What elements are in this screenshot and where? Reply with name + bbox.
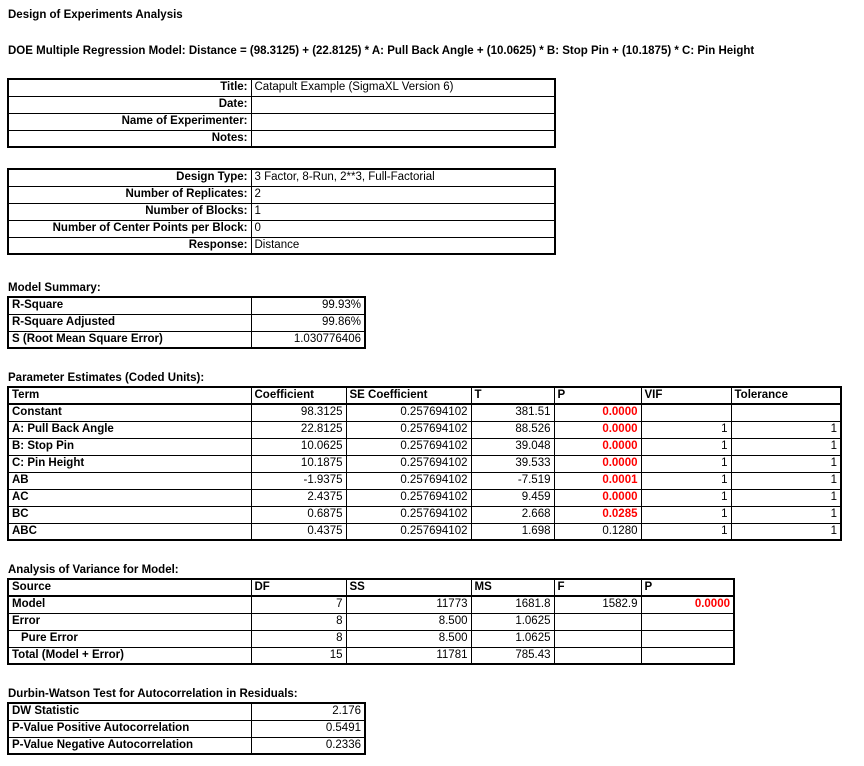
table-row: [8, 79, 555, 96]
table-row: [8, 596, 734, 613]
durbin-watson-body: [8, 703, 365, 754]
cell-term: C: Pin Height: [8, 455, 251, 472]
cell-vif: 1: [641, 421, 731, 438]
cell-t: 39.048: [471, 438, 554, 455]
cell-coefficient: 10.0625: [251, 438, 346, 455]
cell-se-coefficient: 0.257694102: [346, 472, 471, 489]
table-row: [8, 703, 365, 720]
cell-term: Constant: [8, 404, 251, 421]
cell-se-coefficient: 0.257694102: [346, 489, 471, 506]
cell-p: 0.0000: [554, 438, 641, 455]
cell-t: -7.519: [471, 472, 554, 489]
cell-vif: 1: [641, 438, 731, 455]
cell-df: 8: [251, 613, 346, 630]
cell-t: 9.459: [471, 489, 554, 506]
cell-p: 0.0001: [554, 472, 641, 489]
anova-table: [7, 578, 735, 665]
cell-term: ABC: [8, 523, 251, 540]
cell-f: 1582.9: [554, 596, 641, 613]
row-label: P-Value Negative Autocorrelation: [8, 737, 251, 754]
spacer: [7, 541, 864, 563]
column-header: Term: [8, 387, 251, 404]
anova-body: [8, 596, 734, 664]
cell-tolerance: 1: [731, 421, 841, 438]
row-value: 2: [251, 186, 555, 203]
table-row: [8, 404, 841, 421]
cell-ss: 8.500: [346, 630, 471, 647]
durbin-watson-heading: Durbin-Watson Test for Autocorrelation in Residuals:: [8, 688, 298, 700]
cell-p: 0.0000: [554, 404, 641, 421]
row-value: 1.030776406: [251, 331, 365, 348]
column-header: SS: [346, 579, 471, 596]
cell-p: [641, 630, 734, 647]
cell-source: Pure Error: [8, 630, 251, 647]
row-value: 99.93%: [251, 297, 365, 314]
cell-ms: 1.0625: [471, 630, 554, 647]
table-row: [8, 130, 555, 147]
table-row: [8, 186, 555, 203]
spacer: [7, 665, 864, 687]
cell-se-coefficient: 0.257694102: [346, 421, 471, 438]
table-row: [8, 297, 365, 314]
cell-ss: 11773: [346, 596, 471, 613]
row-label: S (Root Mean Square Error): [8, 331, 251, 348]
cell-coefficient: 10.1875: [251, 455, 346, 472]
row-label: Number of Replicates:: [8, 186, 251, 203]
design-info-table: [7, 168, 556, 255]
cell-ms: 785.43: [471, 647, 554, 664]
model-summary-heading: Model Summary:: [8, 282, 101, 294]
table-row: [8, 647, 734, 664]
row-label: R-Square Adjusted: [8, 314, 251, 331]
durbin-watson-table: [7, 702, 366, 755]
cell-tolerance: 1: [731, 472, 841, 489]
table-row: [8, 455, 841, 472]
row-value: 3 Factor, 8-Run, 2**3, Full-Factorial: [251, 169, 555, 186]
spacer: [7, 349, 864, 371]
cell-df: 7: [251, 596, 346, 613]
spacer: [7, 58, 864, 78]
design-info-body: [8, 169, 555, 254]
cell-p: 0.0000: [554, 455, 641, 472]
cell-t: 88.526: [471, 421, 554, 438]
cell-source: Total (Model + Error): [8, 647, 251, 664]
table-row: [8, 630, 734, 647]
cell-ss: 8.500: [346, 613, 471, 630]
row-label: P-Value Positive Autocorrelation: [8, 720, 251, 737]
cell-coefficient: 0.6875: [251, 506, 346, 523]
cell-coefficient: -1.9375: [251, 472, 346, 489]
spacer: [7, 148, 864, 168]
cell-vif: 1: [641, 472, 731, 489]
cell-t: 39.533: [471, 455, 554, 472]
cell-tolerance: 1: [731, 523, 841, 540]
cell-coefficient: 22.8125: [251, 421, 346, 438]
table-row: [8, 472, 841, 489]
anova-head: [8, 579, 734, 596]
row-value: 0.5491: [251, 720, 365, 737]
row-label: Design Type:: [8, 169, 251, 186]
table-header-row: [8, 579, 734, 596]
cell-vif: 1: [641, 455, 731, 472]
table-row: [8, 720, 365, 737]
cell-p: [641, 613, 734, 630]
column-header: VIF: [641, 387, 731, 404]
row-label: R-Square: [8, 297, 251, 314]
cell-se-coefficient: 0.257694102: [346, 523, 471, 540]
cell-p: 0.0000: [554, 489, 641, 506]
row-value: 1: [251, 203, 555, 220]
cell-f: [554, 613, 641, 630]
cell-vif: [641, 404, 731, 421]
cell-p: 0.0000: [641, 596, 734, 613]
table-header-row: [8, 387, 841, 404]
cell-f: [554, 647, 641, 664]
row-value: 2.176: [251, 703, 365, 720]
row-value: [251, 113, 555, 130]
row-value: [251, 130, 555, 147]
cell-se-coefficient: 0.257694102: [346, 404, 471, 421]
cell-tolerance: 1: [731, 489, 841, 506]
cell-ms: 1.0625: [471, 613, 554, 630]
column-header: Source: [8, 579, 251, 596]
cell-se-coefficient: 0.257694102: [346, 455, 471, 472]
page-title: Design of Experiments Analysis: [8, 9, 183, 21]
cell-term: AB: [8, 472, 251, 489]
cell-f: [554, 630, 641, 647]
cell-term: AC: [8, 489, 251, 506]
row-label: Title:: [8, 79, 251, 96]
cell-tolerance: [731, 404, 841, 421]
parameter-estimates-heading: Parameter Estimates (Coded Units):: [8, 372, 205, 384]
cell-source: Error: [8, 613, 251, 630]
cell-vif: 1: [641, 523, 731, 540]
row-value: 0: [251, 220, 555, 237]
table-row: [8, 237, 555, 254]
cell-se-coefficient: 0.257694102: [346, 506, 471, 523]
cell-p: 0.0285: [554, 506, 641, 523]
spacer: [7, 255, 864, 281]
row-label: Notes:: [8, 130, 251, 147]
row-label: Response:: [8, 237, 251, 254]
row-label: Date:: [8, 96, 251, 113]
cell-ss: 11781: [346, 647, 471, 664]
cell-t: 2.668: [471, 506, 554, 523]
cell-coefficient: 0.4375: [251, 523, 346, 540]
column-header: MS: [471, 579, 554, 596]
row-value: Distance: [251, 237, 555, 254]
parameter-estimates-table: [7, 386, 842, 541]
cell-tolerance: 1: [731, 455, 841, 472]
table-row: [8, 489, 841, 506]
table-row: [8, 438, 841, 455]
table-row: [8, 314, 365, 331]
cell-p: 0.0000: [554, 421, 641, 438]
cell-ms: 1681.8: [471, 596, 554, 613]
cell-df: 15: [251, 647, 346, 664]
experiment-info-table: [7, 78, 556, 148]
table-row: [8, 203, 555, 220]
cell-tolerance: 1: [731, 438, 841, 455]
column-header: SE Coefficient: [346, 387, 471, 404]
table-row: [8, 523, 841, 540]
row-value: Catapult Example (SigmaXL Version 6): [251, 79, 555, 96]
cell-coefficient: 2.4375: [251, 489, 346, 506]
cell-t: 381.51: [471, 404, 554, 421]
model-summary-body: [8, 297, 365, 348]
cell-term: A: Pull Back Angle: [8, 421, 251, 438]
table-row: [8, 506, 841, 523]
row-label: Name of Experimenter:: [8, 113, 251, 130]
row-value: 99.86%: [251, 314, 365, 331]
column-header: F: [554, 579, 641, 596]
cell-term: B: Stop Pin: [8, 438, 251, 455]
column-header: Coefficient: [251, 387, 346, 404]
parameter-estimates-body: [8, 404, 841, 540]
row-label: Number of Blocks:: [8, 203, 251, 220]
cell-t: 1.698: [471, 523, 554, 540]
table-row: [8, 331, 365, 348]
cell-source: Model: [8, 596, 251, 613]
cell-coefficient: 98.3125: [251, 404, 346, 421]
cell-p: [641, 647, 734, 664]
model-summary-table: [7, 296, 366, 349]
cell-vif: 1: [641, 506, 731, 523]
cell-vif: 1: [641, 489, 731, 506]
table-row: [8, 220, 555, 237]
table-row: [8, 96, 555, 113]
cell-term: BC: [8, 506, 251, 523]
anova-heading: Analysis of Variance for Model:: [8, 564, 179, 576]
table-row: [8, 113, 555, 130]
cell-tolerance: 1: [731, 506, 841, 523]
row-value: [251, 96, 555, 113]
column-header: Tolerance: [731, 387, 841, 404]
column-header: P: [641, 579, 734, 596]
row-value: 0.2336: [251, 737, 365, 754]
cell-p: 0.1280: [554, 523, 641, 540]
column-header: P: [554, 387, 641, 404]
parameter-estimates-head: [8, 387, 841, 404]
cell-df: 8: [251, 630, 346, 647]
table-row: [8, 421, 841, 438]
column-header: T: [471, 387, 554, 404]
table-row: [8, 737, 365, 754]
model-equation: DOE Multiple Regression Model: Distance = (98.3125) + (22.8125) * A: Pull Back Angle + (10.0625) * B: Stop Pin + (10.1875) * C: Pin Height: [8, 45, 755, 57]
row-label: DW Statistic: [8, 703, 251, 720]
cell-se-coefficient: 0.257694102: [346, 438, 471, 455]
column-header: DF: [251, 579, 346, 596]
row-label: Number of Center Points per Block:: [8, 220, 251, 237]
table-row: [8, 613, 734, 630]
experiment-info-body: [8, 79, 555, 147]
table-row: [8, 169, 555, 186]
